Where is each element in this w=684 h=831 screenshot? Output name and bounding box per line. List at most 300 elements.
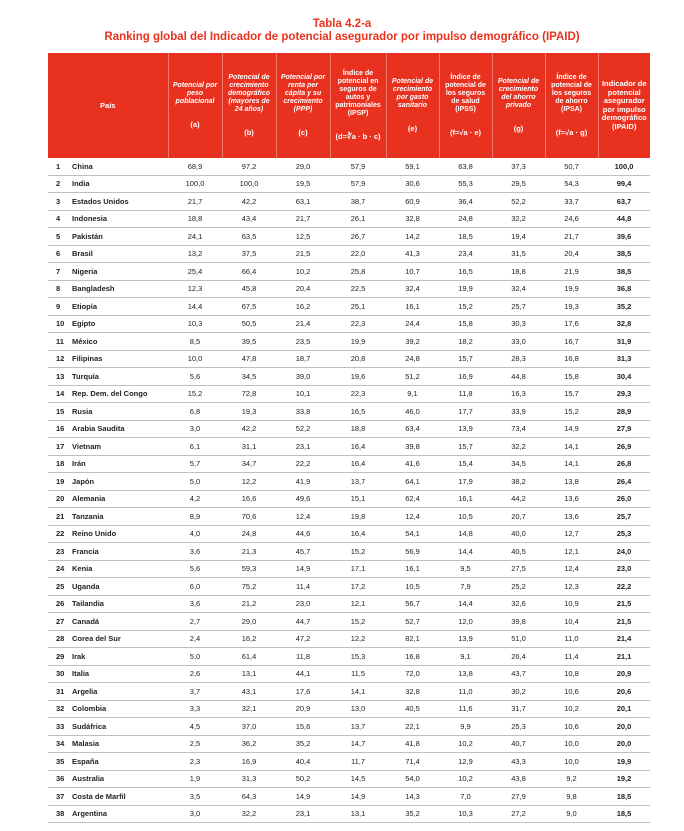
ipss-cell: 10,2 [439, 735, 492, 753]
table-row [48, 735, 650, 753]
ipaid-cell: 20,1 [598, 700, 650, 718]
ipsa-cell: 14,1 [545, 455, 598, 473]
col-b-cell: 97,2 [222, 158, 276, 175]
ipsp-cell: 15,2 [330, 543, 386, 561]
country-cell: Corea del Sur [70, 630, 168, 648]
ipsa-cell: 14,1 [545, 438, 598, 456]
country-cell: Turquía [70, 368, 168, 386]
ipsp-cell: 13,7 [330, 718, 386, 736]
ipaid-cell: 18,5 [598, 788, 650, 806]
col-e-cell: 51,2 [386, 368, 439, 386]
col-g-cell: 40,0 [492, 525, 545, 543]
col-c-cell: 21,5 [276, 245, 330, 263]
ipss-cell: 9,1 [439, 648, 492, 666]
rank-cell: 14 [48, 385, 70, 403]
col-c-cell: 21,4 [276, 315, 330, 333]
country-cell: Tanzania [70, 508, 168, 526]
ipsp-cell: 13,1 [330, 805, 386, 823]
table-row [48, 613, 650, 631]
ipss-cell: 10,3 [439, 805, 492, 823]
col-g-cell: 30,3 [492, 315, 545, 333]
col-b-cell: 24,8 [222, 525, 276, 543]
header-pais: País [48, 53, 168, 158]
col-e-cell: 41,6 [386, 455, 439, 473]
country-cell: India [70, 175, 168, 193]
ipaid-cell: 29,3 [598, 385, 650, 403]
col-a-cell: 2,5 [168, 735, 222, 753]
ipaid-cell: 20,9 [598, 665, 650, 683]
col-g-cell: 34,5 [492, 455, 545, 473]
ipaid-cell: 99,4 [598, 175, 650, 193]
ipsa-cell: 19,9 [545, 280, 598, 298]
col-a-cell: 100,0 [168, 175, 222, 193]
rank-cell: 29 [48, 648, 70, 666]
ipss-cell: 9,9 [439, 718, 492, 736]
col-e-cell: 16,8 [386, 648, 439, 666]
ipaid-cell: 36,8 [598, 280, 650, 298]
country-cell: Francia [70, 543, 168, 561]
ipaid-cell: 21,5 [598, 595, 650, 613]
rank-cell: 37 [48, 788, 70, 806]
ipss-cell: 17,7 [439, 403, 492, 421]
col-e-cell: 82,1 [386, 630, 439, 648]
col-e-cell: 54,0 [386, 770, 439, 788]
table-row [48, 175, 650, 193]
ipss-cell: 16,5 [439, 263, 492, 281]
ipaid-cell: 23,0 [598, 560, 650, 578]
col-g-cell: 32,2 [492, 210, 545, 228]
col-c-cell: 44,7 [276, 613, 330, 631]
col-c-cell: 40,4 [276, 753, 330, 771]
col-c-cell: 50,2 [276, 770, 330, 788]
rank-cell: 6 [48, 245, 70, 263]
col-g-cell: 19,4 [492, 228, 545, 246]
col-a-cell: 5,0 [168, 648, 222, 666]
table-row [48, 788, 650, 806]
col-b-cell: 63,5 [222, 228, 276, 246]
ipsp-cell: 15,1 [330, 490, 386, 508]
col-a-cell: 3,5 [168, 788, 222, 806]
col-e-cell: 40,5 [386, 700, 439, 718]
table-row [48, 350, 650, 368]
col-a-cell: 2,6 [168, 665, 222, 683]
ipsa-cell: 9,2 [545, 770, 598, 788]
ipss-cell: 11,0 [439, 683, 492, 701]
col-g-cell: 43,7 [492, 665, 545, 683]
ipaid-cell: 38,5 [598, 263, 650, 281]
col-c-cell: 35,2 [276, 735, 330, 753]
col-c-cell: 47,2 [276, 630, 330, 648]
ipsp-cell: 57,9 [330, 175, 386, 193]
col-g-cell: 31,7 [492, 700, 545, 718]
ipsa-cell: 9,0 [545, 805, 598, 823]
ipaid-cell: 39,6 [598, 228, 650, 246]
col-g-cell: 32,4 [492, 280, 545, 298]
ipss-cell: 15,4 [439, 455, 492, 473]
col-b-cell: 31,3 [222, 770, 276, 788]
col-e-cell: 63,4 [386, 420, 439, 438]
ipss-cell: 13,9 [439, 630, 492, 648]
country-cell: Vietnam [70, 438, 168, 456]
ipsp-cell: 13,7 [330, 473, 386, 491]
rank-cell: 33 [48, 718, 70, 736]
ipaid-cell: 21,1 [598, 648, 650, 666]
country-cell: Colombia [70, 700, 168, 718]
col-e-cell: 14,3 [386, 788, 439, 806]
ipsp-cell: 14,5 [330, 770, 386, 788]
col-e-cell: 24,4 [386, 315, 439, 333]
table-row [48, 455, 650, 473]
col-c-cell: 21,7 [276, 210, 330, 228]
ipsp-cell: 16,5 [330, 403, 386, 421]
rank-cell: 19 [48, 473, 70, 491]
col-c-cell: 15,6 [276, 718, 330, 736]
ipaid-cell: 24,0 [598, 543, 650, 561]
col-a-cell: 4,0 [168, 525, 222, 543]
rank-cell: 4 [48, 210, 70, 228]
col-a-cell: 10,0 [168, 350, 222, 368]
table-row [48, 280, 650, 298]
table-row [48, 665, 650, 683]
header-col-ipss: Índice de potencial de los seguros de salud (IPSS) (f=√a · e) [439, 53, 492, 158]
col-c-cell: 23,0 [276, 595, 330, 613]
col-b-cell: 37,0 [222, 718, 276, 736]
col-b-cell: 64,3 [222, 788, 276, 806]
rank-cell: 3 [48, 193, 70, 211]
ranking-table [48, 53, 650, 823]
country-cell: España [70, 753, 168, 771]
ipsa-cell: 15,2 [545, 403, 598, 421]
ipsa-cell: 10,4 [545, 613, 598, 631]
country-cell: Irán [70, 455, 168, 473]
ipaid-cell: 31,9 [598, 333, 650, 351]
col-g-cell: 33,0 [492, 333, 545, 351]
col-b-cell: 19,3 [222, 403, 276, 421]
country-cell: Irak [70, 648, 168, 666]
col-g-cell: 40,7 [492, 735, 545, 753]
table-row [48, 490, 650, 508]
header-col-ipsp: Índice de potencial en seguros de autos y patrimoniales (IPSP) (d=∛a · b · c) [330, 53, 386, 158]
rank-cell: 24 [48, 560, 70, 578]
col-b-cell: 32,2 [222, 805, 276, 823]
col-b-cell: 12,2 [222, 473, 276, 491]
col-a-cell: 68,9 [168, 158, 222, 175]
col-e-cell: 41,8 [386, 735, 439, 753]
ipss-cell: 17,9 [439, 473, 492, 491]
col-g-cell: 38,2 [492, 473, 545, 491]
ipaid-cell: 20,6 [598, 683, 650, 701]
ipsa-cell: 16,8 [545, 350, 598, 368]
ipsp-cell: 14,7 [330, 735, 386, 753]
ipss-cell: 23,4 [439, 245, 492, 263]
col-e-cell: 16,1 [386, 298, 439, 316]
col-a-cell: 13,2 [168, 245, 222, 263]
col-b-cell: 43,4 [222, 210, 276, 228]
col-g-cell: 25,7 [492, 298, 545, 316]
col-g-cell: 31,5 [492, 245, 545, 263]
col-b-cell: 37,5 [222, 245, 276, 263]
ipaid-cell: 44,8 [598, 210, 650, 228]
ipsp-cell: 18,8 [330, 420, 386, 438]
rank-cell: 31 [48, 683, 70, 701]
rank-cell: 12 [48, 350, 70, 368]
ipaid-cell: 28,9 [598, 403, 650, 421]
col-c-cell: 14,9 [276, 788, 330, 806]
ipsp-cell: 14,9 [330, 788, 386, 806]
ipss-cell: 11,8 [439, 385, 492, 403]
ipaid-cell: 18,5 [598, 805, 650, 823]
ipsp-cell: 11,7 [330, 753, 386, 771]
col-g-cell: 28,3 [492, 350, 545, 368]
country-cell: Kenia [70, 560, 168, 578]
ipaid-cell: 38,5 [598, 245, 650, 263]
rank-cell: 1 [48, 158, 70, 175]
ipsa-cell: 13,6 [545, 490, 598, 508]
col-a-cell: 3,6 [168, 595, 222, 613]
ipsa-cell: 10,2 [545, 700, 598, 718]
col-g-cell: 32,2 [492, 438, 545, 456]
ipsp-cell: 19,8 [330, 508, 386, 526]
col-e-cell: 35,2 [386, 805, 439, 823]
table-row [48, 368, 650, 386]
ipss-cell: 14,4 [439, 543, 492, 561]
table-row [48, 210, 650, 228]
rank-cell: 28 [48, 630, 70, 648]
ipsa-cell: 11,4 [545, 648, 598, 666]
table-row [48, 263, 650, 281]
table-row [48, 403, 650, 421]
col-e-cell: 41,3 [386, 245, 439, 263]
col-a-cell: 2,4 [168, 630, 222, 648]
col-g-cell: 25,3 [492, 718, 545, 736]
ipsa-cell: 15,7 [545, 385, 598, 403]
ipsa-cell: 15,8 [545, 368, 598, 386]
col-c-cell: 20,9 [276, 700, 330, 718]
col-b-cell: 32,1 [222, 700, 276, 718]
col-a-cell: 1,9 [168, 770, 222, 788]
table-row [48, 315, 650, 333]
col-g-cell: 51,0 [492, 630, 545, 648]
col-c-cell: 49,6 [276, 490, 330, 508]
col-a-cell: 6,8 [168, 403, 222, 421]
country-cell: Bangladesh [70, 280, 168, 298]
ipsp-cell: 17,1 [330, 560, 386, 578]
country-cell: Sudáfrica [70, 718, 168, 736]
country-cell: Rep. Dem. del Congo [70, 385, 168, 403]
country-cell: Egipto [70, 315, 168, 333]
country-cell: Costa de Marfil [70, 788, 168, 806]
ipaid-cell: 26,4 [598, 473, 650, 491]
col-g-cell: 44,2 [492, 490, 545, 508]
col-g-cell: 25,2 [492, 578, 545, 596]
ipss-cell: 7,0 [439, 788, 492, 806]
country-cell: China [70, 158, 168, 175]
col-b-cell: 43,1 [222, 683, 276, 701]
table-row [48, 508, 650, 526]
country-cell: México [70, 333, 168, 351]
rank-cell: 38 [48, 805, 70, 823]
col-g-cell: 32,6 [492, 595, 545, 613]
col-b-cell: 21,2 [222, 595, 276, 613]
col-g-cell: 37,3 [492, 158, 545, 175]
ipss-cell: 15,2 [439, 298, 492, 316]
ipaid-cell: 19,9 [598, 753, 650, 771]
ipss-cell: 19,9 [439, 280, 492, 298]
country-cell: Malasia [70, 735, 168, 753]
ipaid-cell: 26,8 [598, 455, 650, 473]
rank-cell: 7 [48, 263, 70, 281]
col-b-cell: 50,5 [222, 315, 276, 333]
col-b-cell: 72,8 [222, 385, 276, 403]
rank-cell: 35 [48, 753, 70, 771]
col-e-cell: 32,4 [386, 280, 439, 298]
col-b-cell: 36,2 [222, 735, 276, 753]
table-row [48, 420, 650, 438]
ipaid-cell: 32,8 [598, 315, 650, 333]
col-a-cell: 2,7 [168, 613, 222, 631]
col-e-cell: 10,5 [386, 578, 439, 596]
table-body [48, 158, 650, 823]
col-c-cell: 45,7 [276, 543, 330, 561]
ipsa-cell: 12,1 [545, 543, 598, 561]
table-row [48, 543, 650, 561]
rank-cell: 30 [48, 665, 70, 683]
col-e-cell: 46,0 [386, 403, 439, 421]
col-b-cell: 16,6 [222, 490, 276, 508]
ipss-cell: 7,9 [439, 578, 492, 596]
col-c-cell: 12,5 [276, 228, 330, 246]
header-col-ipsa: Índice de potencial de los seguros de ahorro (IPSA) (f=√a · g) [545, 53, 598, 158]
col-a-cell: 10,3 [168, 315, 222, 333]
col-e-cell: 71,4 [386, 753, 439, 771]
col-a-cell: 6,1 [168, 438, 222, 456]
col-c-cell: 44,6 [276, 525, 330, 543]
ipsp-cell: 22,3 [330, 315, 386, 333]
table-row [48, 525, 650, 543]
col-g-cell: 40,5 [492, 543, 545, 561]
ipaid-cell: 25,3 [598, 525, 650, 543]
col-e-cell: 64,1 [386, 473, 439, 491]
ipsa-cell: 10,8 [545, 665, 598, 683]
col-c-cell: 29,0 [276, 158, 330, 175]
ipsp-cell: 22,5 [330, 280, 386, 298]
col-e-cell: 54,1 [386, 525, 439, 543]
ipss-cell: 15,7 [439, 350, 492, 368]
country-cell: Rusia [70, 403, 168, 421]
col-e-cell: 14,2 [386, 228, 439, 246]
col-g-cell: 27,2 [492, 805, 545, 823]
col-g-cell: 18,8 [492, 263, 545, 281]
rank-cell: 17 [48, 438, 70, 456]
ipsp-cell: 22,0 [330, 245, 386, 263]
col-g-cell: 52,2 [492, 193, 545, 211]
ipsa-cell: 14,9 [545, 420, 598, 438]
ipsa-cell: 10,9 [545, 595, 598, 613]
col-b-cell: 42,2 [222, 420, 276, 438]
col-c-cell: 10,1 [276, 385, 330, 403]
ipaid-cell: 100,0 [598, 158, 650, 175]
col-b-cell: 13,1 [222, 665, 276, 683]
col-b-cell: 29,0 [222, 613, 276, 631]
table-row [48, 648, 650, 666]
col-c-cell: 44,1 [276, 665, 330, 683]
ipsa-cell: 21,7 [545, 228, 598, 246]
ipsp-cell: 17,2 [330, 578, 386, 596]
ipss-cell: 12,0 [439, 613, 492, 631]
header-row [48, 53, 650, 158]
rank-cell: 32 [48, 700, 70, 718]
country-cell: Argentina [70, 805, 168, 823]
header-col-g: Potencial de crecimiento del ahorro privado (g) [492, 53, 545, 158]
ipsp-cell: 19,9 [330, 333, 386, 351]
col-g-cell: 43,8 [492, 770, 545, 788]
col-a-cell: 5,0 [168, 473, 222, 491]
col-c-cell: 11,4 [276, 578, 330, 596]
ipsa-cell: 12,4 [545, 560, 598, 578]
table-row [48, 560, 650, 578]
ipss-cell: 11,6 [439, 700, 492, 718]
ipsp-cell: 16,4 [330, 455, 386, 473]
table-number: Tabla 4.2-a [312, 18, 372, 30]
country-cell: Filipinas [70, 350, 168, 368]
ipsa-cell: 12,3 [545, 578, 598, 596]
col-g-cell: 27,9 [492, 788, 545, 806]
col-a-cell: 3,0 [168, 420, 222, 438]
ipsp-cell: 20,8 [330, 350, 386, 368]
country-cell: Canadá [70, 613, 168, 631]
ipsp-cell: 15,3 [330, 648, 386, 666]
col-b-cell: 67,5 [222, 298, 276, 316]
col-g-cell: 29,5 [492, 175, 545, 193]
col-a-cell: 8,9 [168, 508, 222, 526]
country-cell: Pakistán [70, 228, 168, 246]
ipaid-cell: 63,7 [598, 193, 650, 211]
ipsp-cell: 16,4 [330, 525, 386, 543]
table-row [48, 770, 650, 788]
col-e-cell: 16,1 [386, 560, 439, 578]
col-b-cell: 61,4 [222, 648, 276, 666]
table-row [48, 753, 650, 771]
table-row [48, 228, 650, 246]
col-e-cell: 39,2 [386, 333, 439, 351]
rank-cell: 15 [48, 403, 70, 421]
rank-cell: 16 [48, 420, 70, 438]
col-e-cell: 56,9 [386, 543, 439, 561]
col-a-cell: 25,4 [168, 263, 222, 281]
ipaid-cell: 30,4 [598, 368, 650, 386]
col-b-cell: 45,8 [222, 280, 276, 298]
col-e-cell: 32,8 [386, 683, 439, 701]
rank-cell: 25 [48, 578, 70, 596]
col-e-cell: 39,8 [386, 438, 439, 456]
ipsp-cell: 38,7 [330, 193, 386, 211]
col-g-cell: 30,2 [492, 683, 545, 701]
ipss-cell: 18,5 [439, 228, 492, 246]
col-a-cell: 4,5 [168, 718, 222, 736]
col-c-cell: 14,9 [276, 560, 330, 578]
col-g-cell: 16,3 [492, 385, 545, 403]
ipaid-cell: 21,5 [598, 613, 650, 631]
header-col-ipaid: Indicador de potencial asegurador por impulso demográfico (IPAID) [598, 53, 650, 158]
table-row [48, 683, 650, 701]
col-e-cell: 60,9 [386, 193, 439, 211]
ipsp-cell: 16,4 [330, 438, 386, 456]
col-e-cell: 9,1 [386, 385, 439, 403]
country-cell: Australia [70, 770, 168, 788]
ipsa-cell: 9,8 [545, 788, 598, 806]
col-c-cell: 10,2 [276, 263, 330, 281]
ipss-cell: 63,8 [439, 158, 492, 175]
